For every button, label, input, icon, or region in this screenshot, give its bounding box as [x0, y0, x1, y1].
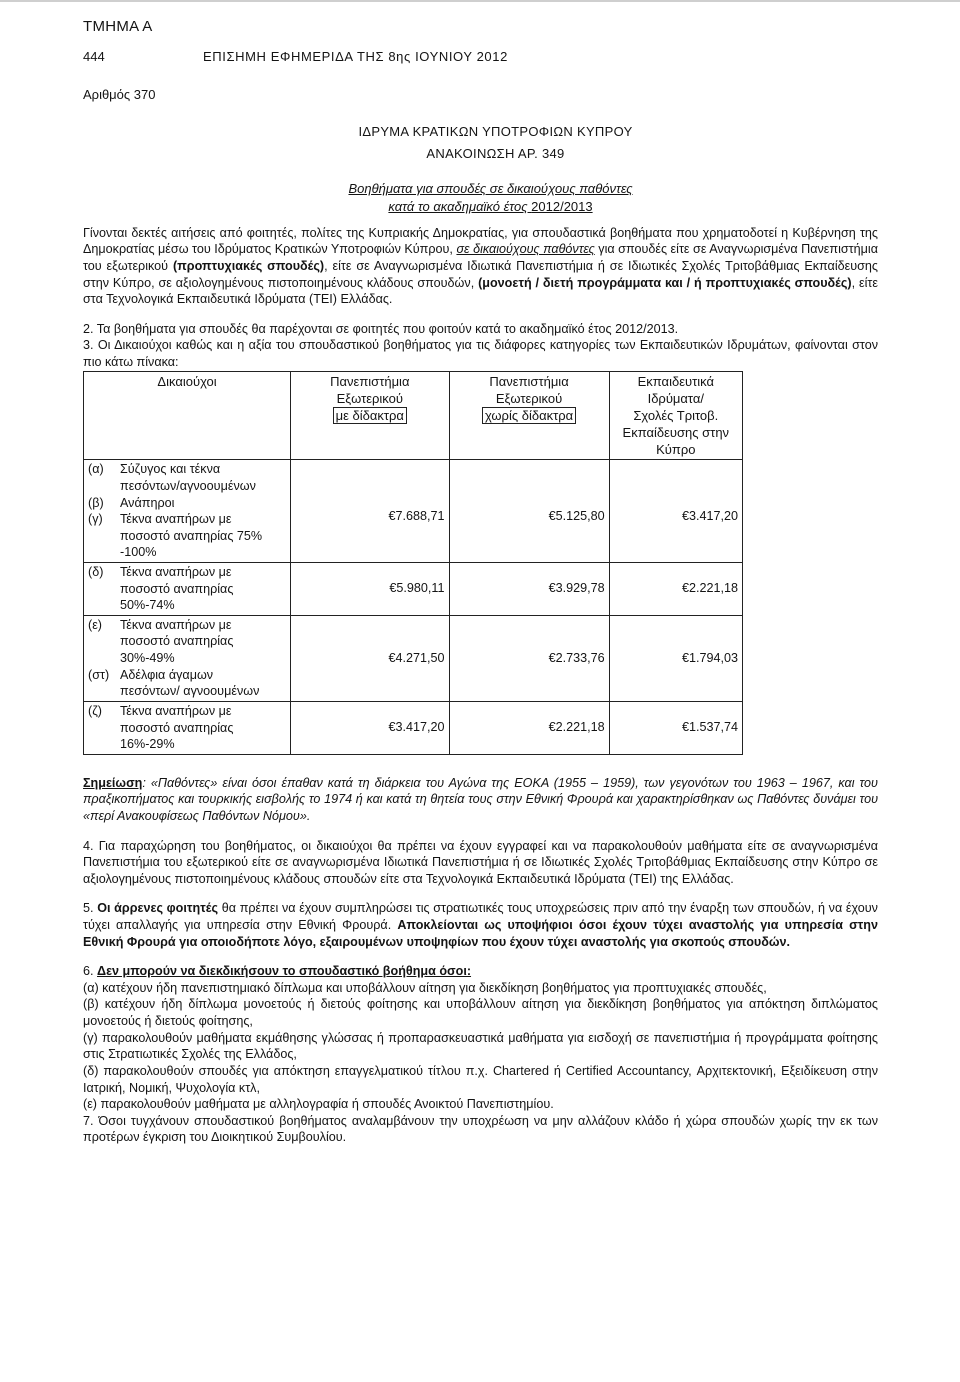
allowance-table-wrap [83, 371, 878, 755]
title-line-1: Βοηθήματα για σπουδές σε δικαιούχους παθόντες [348, 181, 633, 197]
row-3-value-with-fees: €4.271,50 [291, 615, 449, 701]
header-col2-line1: Πανεπιστήμια [489, 373, 569, 389]
row-3-value-no-fees: €2.733,76 [449, 615, 609, 701]
table-row [84, 615, 743, 701]
beneficiary-label: (ζ) [88, 703, 102, 718]
beneficiary-label: (α) [88, 462, 104, 477]
page-header [83, 48, 878, 65]
item-7: 7. Όσοι τυγχάνουν σπουδαστικού βοηθήματος αναλαμβάνουν την υποχρέωση να μην αλλάζουν κλάδο ή χώρα σπουδών χωρίς την εκ των προτέρων έγκριση του Διοικητικού Συμβουλίου. [83, 1113, 878, 1145]
header-beneficiaries-text: Δικαιούχοι [157, 373, 217, 389]
item-5-prefix: 5. [83, 901, 98, 916]
header-col2-box: χωρίς δίδακτρα [482, 407, 576, 424]
intro-bold-1: (προπτυχιακές σπουδές) [172, 258, 325, 273]
beneficiary-item [88, 511, 286, 561]
item-6-line-a: (α) κατέχουν ήδη πανεπιστημιακό δίπλωμα και υποβάλλουν αίτηση για διεκδίκηση βοηθήματος για προπτυχιακές σπουδές, [83, 980, 767, 995]
item-6-line-e: (ε) παρακολουθούν μαθήματα με αλληλογραφία ή σπουδές Ανοικτού Πανεπιστημίου. [83, 1097, 554, 1112]
row-4-beneficiaries [84, 701, 291, 754]
item-6-prefix: 6. [83, 964, 98, 979]
title-line-2 [103, 198, 878, 215]
intro-text-1: Γίνονται δεκτές αιτήσεις από φοιτητές, πολίτες της Κυπριακής Δημοκρατίας, για σπουδαστικά βοηθήματα που χρηματοδοτεί η Κυβέρνηση της Δημοκρατίας μέσω του Ιδρύματος Κρατικών Υποτροφιών Κύπρου, [83, 225, 878, 257]
item-5-bold-2: Αποκλείονται ως υποψήφιοι όσοι έχουν τύχει αναστολής για υπηρεσία στην Εθνική Φρουρά για οποιοδήποτε λόγο, εξαιρουμένων υποψηφίων που έχουν τύχει αναστολής για σκοπούς σπουδών. [83, 918, 878, 949]
item-3: 3. Οι Δικαιούχοι καθώς και η αξία του σπουδαστικού βοηθήματος για τις διάφορες κατηγορίες των Εκπαιδευτικών Ιδρυμάτων, φαίνονται στον πιο κάτω πίνακα: [83, 338, 878, 369]
beneficiary-text: Ανάπηροι [120, 495, 175, 510]
note-label: Σημείωση [83, 775, 143, 790]
item-5-bold-1: Οι άρρενες φοιτητές [97, 901, 219, 916]
header-abroad-no-fees [449, 371, 609, 460]
item-6 [83, 963, 878, 980]
row-2-value-no-fees: €3.929,78 [449, 563, 609, 616]
row-3-value-cyprus: €1.794,03 [609, 615, 742, 701]
table-row [84, 460, 743, 563]
item-6-line-c: (γ) παρακολουθούν μαθήματα εκμάθησης γλώσσας ή προπαρασκευαστικά μαθήματα για εισδοχή σε πανεπιστήμια ή προγράμματα φοίτησης στις Στρατιωτικές Σχολές της Ελλάδος, [83, 1030, 878, 1062]
header-col3-line1: Εκπαιδευτικά [637, 373, 714, 389]
beneficiary-text: Αδέλφια άγαμων πεσόντων/ αγνοουμένων [120, 667, 260, 699]
announcement-number: ΑΝΑΚΟΙΝΩΣΗ ΑΡ. 349 [426, 146, 565, 162]
item-4: 4. Για παραχώρηση του βοηθήματος, οι δικαιούχοι θα πρέπει να έχουν εγγραφεί και να παρακολουθούν μαθήματα είτε σε αναγνωρισμένα Πανεπιστήμια του εξωτερικού είτε σε αναγνωρισμένα Ιδιωτικά Πανεπιστήμια ή σε Ιδιωτικές Σχολές Τριτοβάθμιας Εκπαίδευσης στην Κύπρο σε αξιολογημένους πιστοποιημένους κλάδους σπουδών είτε στα Τεχνολογικά Εκπαιδευτικά Ιδρύματα (ΤΕΙ) της Ελλάδας. [83, 838, 878, 886]
page-number: 444 [83, 48, 105, 64]
header-col3-line5: Κύπρο [656, 442, 696, 458]
beneficiary-label: (δ) [88, 565, 104, 580]
beneficiary-label: (β) [88, 495, 104, 510]
row-4-value-with-fees: €3.417,20 [291, 701, 449, 754]
gazette-page [83, 0, 878, 1146]
header-col1-box: με δίδακτρα [333, 407, 407, 424]
table-row [84, 701, 743, 754]
beneficiary-text: Τέκνα αναπήρων με ποσοστό αναπηρίας 16%-29% [120, 703, 234, 752]
header-abroad-with-fees [291, 371, 449, 460]
beneficiary-text: Τέκνα αναπήρων με ποσοστό αναπηρίας 75% -100% [120, 512, 263, 560]
beneficiary-item [88, 461, 286, 494]
row-4-value-no-fees: €2.221,18 [449, 701, 609, 754]
row-2-beneficiaries [84, 563, 291, 616]
intro-text-2: για σπουδές είτε σε Αναγνωρισμένα Πανεπιστήμια του εξωτερικού [83, 242, 878, 273]
beneficiary-item [88, 617, 286, 667]
item-2: 2. Τα βοηθήματα για σπουδές θα παρέχονται σε φοιτητές που φοιτούν κατά το ακαδημαϊκό έτος 2012/2013. [83, 321, 679, 336]
row-3-beneficiaries [84, 615, 291, 701]
note-paragraph [83, 775, 878, 825]
row-1-value-with-fees: €7.688,71 [291, 460, 449, 563]
beneficiary-text: Τέκνα αναπήρων με ποσοστό αναπηρίας 30%-49% [120, 617, 234, 666]
intro-text-3: , είτε σε Αναγνωρισμένα Ιδιωτικά Πανεπιστήμια ή σε Ιδιωτικές Σχολές Τριτοβάθμιας Εκπαίδευσης στην Κύπρο, σε αξιολογημένους πιστοποιημένους κλάδους σπουδών, [83, 258, 878, 290]
allowance-table [83, 371, 743, 755]
header-beneficiaries [84, 371, 291, 460]
intro-bold-2: (μονοετή / διετή προγράμματα και / ή προπτυχιακές σπουδές) [478, 275, 852, 290]
beneficiary-label: (στ) [88, 667, 110, 682]
beneficiary-item [88, 495, 286, 512]
beneficiary-item [88, 703, 286, 753]
item-6-line-d: (δ) παρακολουθούν σπουδές για απόκτηση επαγγελματικού τίτλου π.χ. Chartered ή Certified Accountancy, Αρχιτεκτονική, Εξειδίκευση στην Ιατρική, Νομική, Ψυχολογία κτλ, [83, 1063, 878, 1095]
beneficiary-label: (γ) [88, 512, 103, 527]
row-1-value-cyprus: €3.417,20 [609, 460, 742, 563]
item-5 [83, 900, 878, 950]
row-1-value-no-fees: €5.125,80 [449, 460, 609, 563]
header-col2-line2: Εξωτερικού [495, 390, 563, 406]
header-cyprus-institutions [609, 371, 742, 460]
header-col1-line2: Εξωτερικού [336, 390, 403, 406]
note-text: : «Παθόντες» είναι όσοι έπαθαν κατά τη διάρκεια του Αγώνα της ΕΟΚΑ (1955 – 1959), των γεγονότων του 1963 – 1967, και του πραξικοπήματος και τουρκικής εισβολής το 1974 ή και κατά τη θητεία τους στην Εθνική Φρουρά και χαρακτηρίσθηκαν ως Παθόντες δυνάμει του «περί Ανακουφίσεως Παθόντων Νόμου». [83, 775, 878, 823]
beneficiary-label: (ε) [88, 617, 103, 632]
row-1-beneficiaries [84, 460, 291, 563]
row-2-value-with-fees: €5.980,11 [291, 563, 449, 616]
section-label: ΤΜΗΜΑ Α [83, 18, 153, 35]
item-5-text: θα πρέπει να έχουν συμπληρώσει τις στρατιωτικές τους υποχρεώσεις πριν από την έναρξη των σπουδών, ή να έχουν τύχει απαλλαγής για υπηρεσία στην Εθνική Φρουρά. [83, 901, 878, 933]
beneficiary-text: Τέκνα αναπήρων με ποσοστό αναπηρίας 50%-74% [120, 565, 234, 613]
beneficiary-text: Σύζυγος και τέκνα πεσόντων/αγνοουμένων [120, 462, 256, 493]
header-col1-line1: Πανεπιστήμια [330, 373, 410, 389]
intro-underlined: σε δικαιούχους παθόντες [456, 242, 595, 257]
beneficiary-item [88, 564, 286, 614]
header-col3-line2: Ιδρύματα/ [647, 390, 705, 406]
announcement-title [83, 180, 878, 214]
table-row [84, 563, 743, 616]
gazette-title: ΕΠΙΣΗΜΗ ΕΦΗΜΕΡΙΔΑ ΤΗΣ 8ης ΙΟΥΝΙΟΥ 2012 [203, 48, 508, 64]
intro-paragraph [83, 225, 878, 308]
item-6-line-b: (β) κατέχουν ήδη δίπλωμα μονοετούς ή διετούς φοίτησης και υποβάλλουν αίτηση για διεκδίκηση βοηθήματος για απόκτηση διπλώματος μονοετούς ή διετούς φοίτησης, [83, 997, 878, 1029]
header-col3-line4: Εκπαίδευσης στην [622, 425, 730, 441]
title-line-2-prefix: κατά το ακαδημαϊκό έτος [388, 198, 532, 214]
beneficiary-item [88, 667, 286, 700]
row-2-value-cyprus: €2.221,18 [609, 563, 742, 616]
intro-text-4: , είτε στα Τεχνολογικά Εκπαιδευτικά Ιδρύματα (ΤΕΙ) Ελλάδας. [83, 275, 879, 307]
item-6-heading: Δεν μπορούν να διεκδικήσουν το σπουδαστικό βοήθημα όσοι: [97, 964, 472, 979]
organization-name: ΙΔΡΥΜΑ ΚΡΑΤΙΚΩΝ ΥΠΟΤΡΟΦΙΩΝ ΚΥΠΡΟΥ [358, 124, 633, 140]
header-col3-line3: Σχολές Τριτοβ. [633, 407, 719, 423]
notice-number: Αριθμός 370 [83, 86, 156, 102]
row-4-value-cyprus: €1.537,74 [609, 701, 742, 754]
title-year: 2012/2013 [531, 198, 593, 214]
table-header-row [84, 371, 743, 460]
